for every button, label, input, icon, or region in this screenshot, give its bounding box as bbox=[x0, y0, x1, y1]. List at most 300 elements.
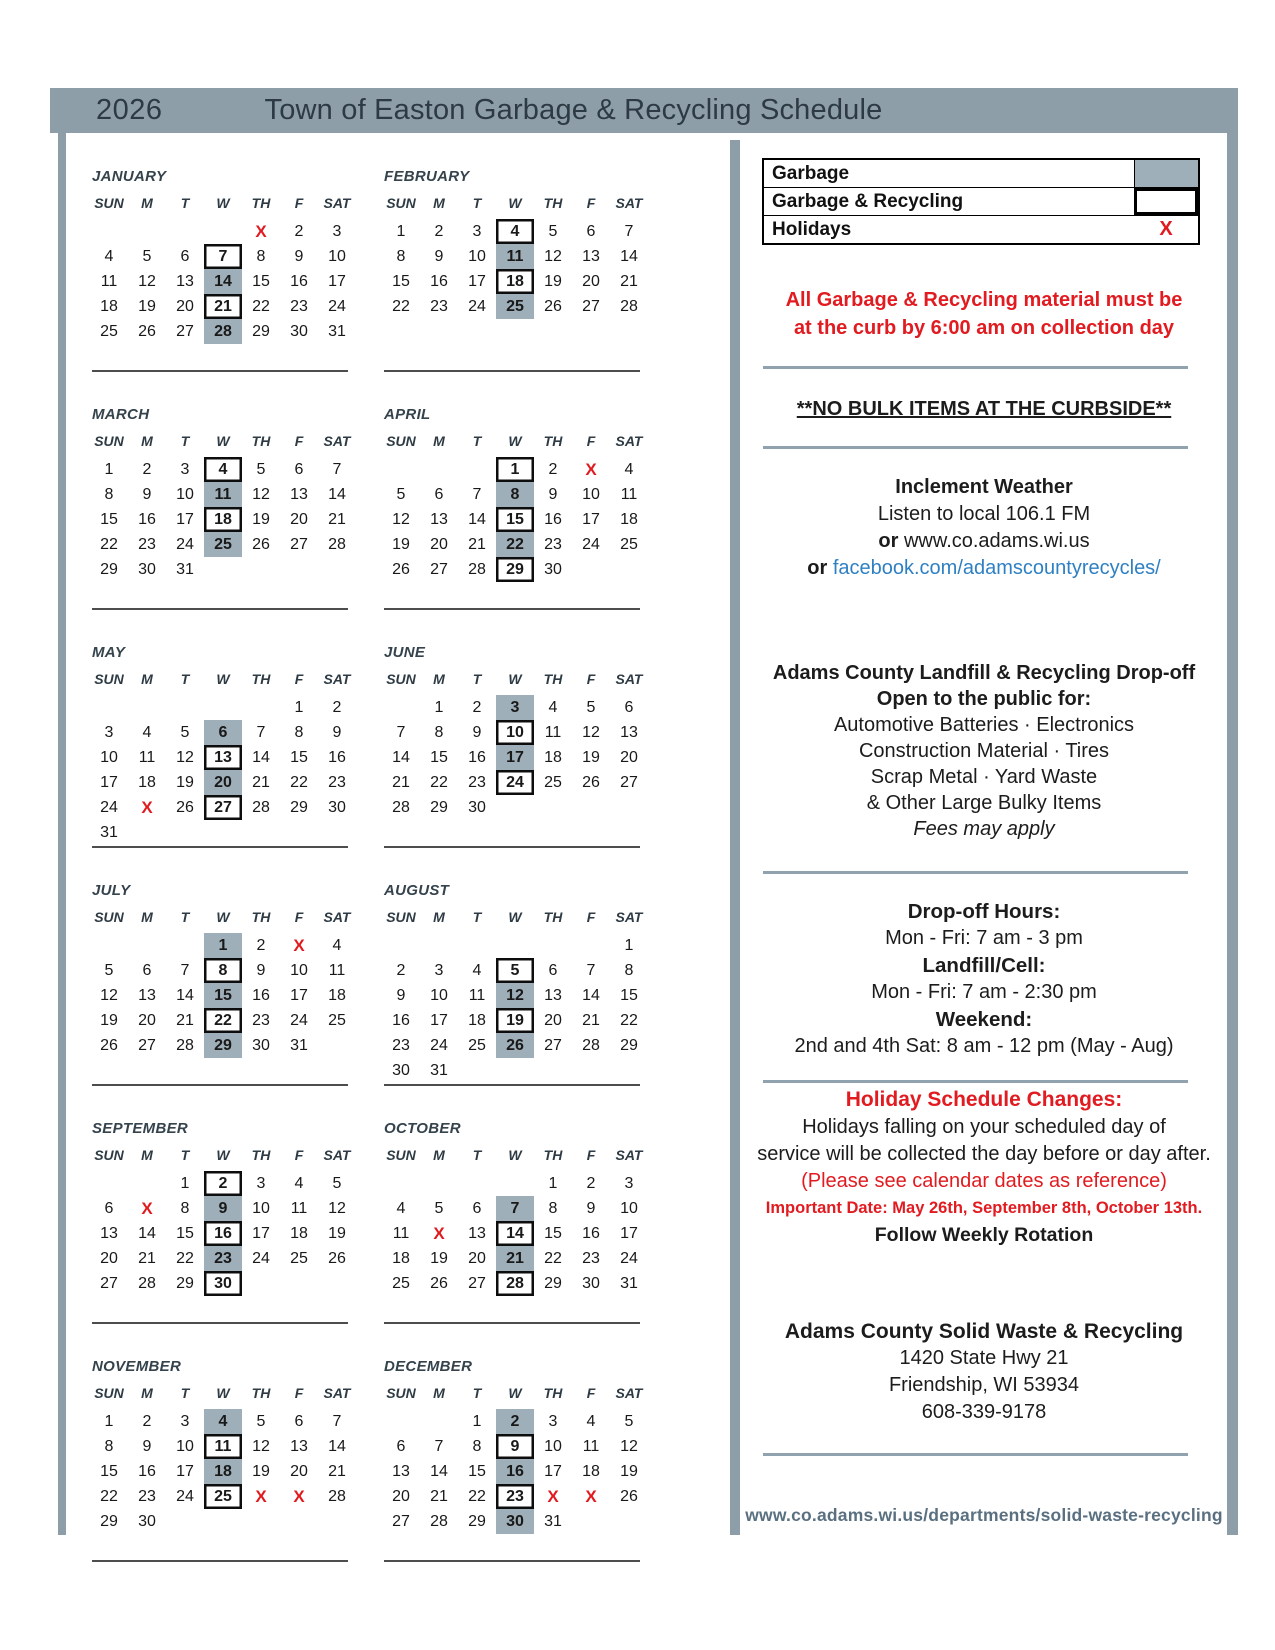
day-cell-garbage-recycling: 18 bbox=[204, 507, 242, 532]
day-cell bbox=[318, 820, 356, 845]
landfill-fees-note: Fees may apply bbox=[913, 818, 1055, 840]
contact-phone: 608-339-9178 bbox=[921, 1401, 1047, 1423]
day-cell: 5 bbox=[104, 962, 114, 979]
header-band bbox=[50, 88, 1238, 133]
day-cell-garbage-recycling: 14 bbox=[496, 1221, 534, 1246]
day-cell bbox=[318, 1033, 356, 1058]
day-cell-garbage: 2 bbox=[496, 1409, 534, 1434]
day-cell-holiday: X bbox=[585, 460, 597, 479]
day-cell bbox=[458, 457, 496, 482]
day-cell: 2 bbox=[434, 223, 444, 240]
day-cell-garbage-recycling: 4 bbox=[496, 219, 534, 244]
day-cell: 2 bbox=[472, 699, 482, 716]
legend-swatch-garbage bbox=[1134, 160, 1198, 187]
day-cell: 20 bbox=[468, 1250, 486, 1267]
dow-header: T bbox=[472, 1147, 482, 1163]
day-cell: 7 bbox=[434, 1438, 444, 1455]
day-cell: 29 bbox=[252, 323, 270, 340]
day-cell: 3 bbox=[624, 1175, 634, 1192]
day-cell: 30 bbox=[138, 1513, 156, 1530]
month-grid bbox=[382, 1382, 654, 1534]
day-cell: 29 bbox=[544, 1275, 562, 1292]
day-cell: 7 bbox=[332, 1413, 342, 1430]
hours-value: Mon - Fri: 7 am - 3 pm bbox=[885, 927, 1083, 949]
day-cell: 24 bbox=[176, 536, 194, 553]
day-cell: 8 bbox=[434, 724, 444, 741]
day-cell: 11 bbox=[468, 987, 486, 1004]
day-cell: 11 bbox=[290, 1200, 308, 1217]
dow-header: SUN bbox=[386, 433, 416, 449]
day-cell: 17 bbox=[100, 774, 118, 791]
day-cell-garbage-recycling: 25 bbox=[204, 1484, 242, 1509]
day-cell: 20 bbox=[290, 1463, 308, 1480]
day-cell: 19 bbox=[544, 273, 562, 290]
day-cell-garbage: 3 bbox=[496, 695, 534, 720]
day-cell: 30 bbox=[138, 561, 156, 578]
month-march bbox=[90, 406, 362, 582]
day-cell bbox=[280, 820, 318, 845]
day-cell: 28 bbox=[176, 1037, 194, 1054]
day-cell: 23 bbox=[290, 298, 308, 315]
dow-header: SAT bbox=[615, 433, 643, 449]
day-cell bbox=[280, 1271, 318, 1296]
day-cell: 2 bbox=[142, 1413, 152, 1430]
dow-header: W bbox=[508, 671, 522, 687]
day-cell: 12 bbox=[544, 248, 562, 265]
day-cell: 11 bbox=[392, 1225, 410, 1242]
day-cell: 21 bbox=[328, 511, 346, 528]
dow-header: TH bbox=[251, 671, 271, 687]
day-cell: 2 bbox=[142, 461, 152, 478]
panel-divider bbox=[763, 1080, 1188, 1083]
legend-row bbox=[764, 215, 1198, 243]
day-cell: 27 bbox=[176, 323, 194, 340]
day-cell: 3 bbox=[104, 724, 114, 741]
day-cell: 5 bbox=[396, 486, 406, 503]
hours-value: Mon - Fri: 7 am - 2:30 pm bbox=[871, 981, 1097, 1003]
day-cell: 15 bbox=[176, 1225, 194, 1242]
day-cell bbox=[534, 795, 572, 820]
day-cell-garbage-recycling: 13 bbox=[204, 745, 242, 770]
day-cell: 14 bbox=[468, 511, 486, 528]
day-cell: 30 bbox=[544, 561, 562, 578]
day-cell: 28 bbox=[620, 298, 638, 315]
day-cell: 18 bbox=[620, 511, 638, 528]
day-cell: 12 bbox=[392, 511, 410, 528]
department-url[interactable]: www.co.adams.wi.us/departments/solid-waste-recycling bbox=[745, 1505, 1223, 1525]
dow-header: SAT bbox=[323, 195, 351, 211]
day-cell: 21 bbox=[468, 536, 486, 553]
month-grid bbox=[90, 668, 362, 845]
dow-header: T bbox=[472, 195, 482, 211]
landfill-item: Scrap Metal · Yard Waste bbox=[870, 766, 1098, 788]
dow-header: M bbox=[141, 1147, 153, 1163]
day-cell bbox=[610, 557, 648, 582]
day-cell: 4 bbox=[586, 1413, 596, 1430]
or-label: or bbox=[807, 557, 828, 579]
day-cell: 20 bbox=[582, 273, 600, 290]
day-cell: 23 bbox=[392, 1037, 410, 1054]
day-cell: 5 bbox=[142, 248, 152, 265]
day-cell bbox=[572, 795, 610, 820]
dow-header: W bbox=[216, 433, 230, 449]
day-cell: 15 bbox=[290, 749, 308, 766]
dow-header: SAT bbox=[615, 1147, 643, 1163]
day-cell: 23 bbox=[544, 536, 562, 553]
day-cell: 16 bbox=[468, 749, 486, 766]
day-cell: 5 bbox=[434, 1200, 444, 1217]
day-cell: 14 bbox=[328, 486, 346, 503]
day-cell bbox=[204, 695, 242, 720]
month-grid bbox=[90, 430, 362, 582]
day-cell: 1 bbox=[180, 1175, 190, 1192]
day-cell: 20 bbox=[176, 298, 194, 315]
dow-header: W bbox=[508, 909, 522, 925]
day-cell bbox=[204, 557, 242, 582]
day-cell: 24 bbox=[328, 298, 346, 315]
day-cell: 26 bbox=[138, 323, 156, 340]
day-cell: 25 bbox=[290, 1250, 308, 1267]
day-cell-garbage: 8 bbox=[496, 482, 534, 507]
day-cell-garbage-recycling: 18 bbox=[496, 269, 534, 294]
day-cell: 4 bbox=[104, 248, 114, 265]
dow-header: F bbox=[294, 433, 304, 449]
day-cell: 31 bbox=[290, 1037, 308, 1054]
day-cell-garbage: 12 bbox=[496, 983, 534, 1008]
day-cell: 22 bbox=[252, 298, 270, 315]
day-cell: 10 bbox=[620, 1200, 638, 1217]
day-cell bbox=[458, 933, 496, 958]
calendar-section-divider bbox=[384, 846, 640, 848]
day-cell: 14 bbox=[176, 987, 194, 1004]
day-cell-holiday: X bbox=[547, 1487, 559, 1506]
day-cell: 4 bbox=[624, 461, 634, 478]
month-december bbox=[382, 1358, 654, 1534]
day-cell: 26 bbox=[176, 799, 194, 816]
legend-swatch-recycling bbox=[1134, 188, 1198, 215]
day-cell: 7 bbox=[332, 461, 342, 478]
day-cell: 9 bbox=[396, 987, 406, 1004]
day-cell: 17 bbox=[620, 1225, 638, 1242]
dow-header: W bbox=[216, 195, 230, 211]
day-cell: 10 bbox=[328, 248, 346, 265]
day-cell bbox=[128, 695, 166, 720]
contact-name: Adams County Solid Waste & Recycling bbox=[784, 1320, 1184, 1343]
day-cell: 5 bbox=[332, 1175, 342, 1192]
curb-notice-line: All Garbage & Recycling material must be bbox=[785, 289, 1183, 311]
day-cell: 5 bbox=[624, 1413, 634, 1430]
no-bulk-notice bbox=[740, 398, 1228, 421]
day-cell: 17 bbox=[544, 1463, 562, 1480]
dow-header: F bbox=[294, 671, 304, 687]
day-cell: 27 bbox=[430, 561, 448, 578]
day-cell: 17 bbox=[430, 1012, 448, 1029]
day-cell: 4 bbox=[396, 1200, 406, 1217]
day-cell: 9 bbox=[472, 724, 482, 741]
day-cell: 13 bbox=[138, 987, 156, 1004]
day-cell: 1 bbox=[294, 699, 304, 716]
day-cell: 9 bbox=[256, 962, 266, 979]
dow-header: TH bbox=[543, 1147, 563, 1163]
day-cell: 14 bbox=[392, 749, 410, 766]
dow-header: SAT bbox=[323, 433, 351, 449]
day-cell-garbage: 22 bbox=[496, 532, 534, 557]
day-cell: 19 bbox=[252, 511, 270, 528]
day-cell: 27 bbox=[468, 1275, 486, 1292]
day-cell: 8 bbox=[104, 1438, 114, 1455]
landfill-title: Adams County Landfill & Recycling Drop-off bbox=[772, 662, 1196, 684]
dow-header: M bbox=[433, 1385, 445, 1401]
dow-header: SUN bbox=[386, 1147, 416, 1163]
dow-header: SUN bbox=[94, 909, 124, 925]
day-cell: 28 bbox=[468, 561, 486, 578]
facebook-link[interactable]: facebook.com/adamscountyrecycles/ bbox=[832, 557, 1161, 579]
panel-divider bbox=[763, 366, 1188, 369]
dow-header: SUN bbox=[386, 909, 416, 925]
panel-divider bbox=[763, 1453, 1188, 1456]
day-cell: 9 bbox=[142, 486, 152, 503]
month-grid bbox=[382, 906, 654, 1083]
month-grid bbox=[382, 430, 654, 582]
dow-header: F bbox=[294, 1147, 304, 1163]
curb-notice bbox=[740, 286, 1228, 342]
dow-header: T bbox=[180, 909, 190, 925]
day-cell: 14 bbox=[582, 987, 600, 1004]
day-cell: 3 bbox=[180, 461, 190, 478]
day-cell-holiday: X bbox=[141, 798, 153, 817]
day-cell: 26 bbox=[544, 298, 562, 315]
no-bulk-text: **NO BULK ITEMS AT THE CURBSIDE** bbox=[796, 398, 1172, 420]
day-cell-garbage-recycling: 10 bbox=[496, 720, 534, 745]
dow-header: T bbox=[180, 1385, 190, 1401]
dow-header: T bbox=[180, 1147, 190, 1163]
inclement-title: Inclement Weather bbox=[895, 476, 1073, 498]
landfill-item: Automotive Batteries · Electronics bbox=[833, 714, 1135, 736]
day-cell: 22 bbox=[392, 298, 410, 315]
day-cell: 6 bbox=[142, 962, 152, 979]
day-cell: 19 bbox=[582, 749, 600, 766]
day-cell: 6 bbox=[624, 699, 634, 716]
day-cell bbox=[90, 695, 128, 720]
day-cell: 15 bbox=[252, 273, 270, 290]
day-cell: 29 bbox=[620, 1037, 638, 1054]
day-cell: 1 bbox=[624, 937, 634, 954]
month-grid bbox=[90, 192, 362, 344]
day-cell: 11 bbox=[100, 273, 118, 290]
day-cell bbox=[280, 1509, 318, 1534]
holiday-changes-note: (Please see calendar dates as reference) bbox=[801, 1170, 1167, 1192]
day-cell: 5 bbox=[256, 1413, 266, 1430]
day-cell: 17 bbox=[176, 511, 194, 528]
month-grid bbox=[382, 668, 654, 820]
dow-header: W bbox=[508, 195, 522, 211]
dow-header: TH bbox=[543, 1385, 563, 1401]
day-cell: 7 bbox=[586, 962, 596, 979]
day-cell: 11 bbox=[620, 486, 638, 503]
dow-header: F bbox=[586, 1147, 596, 1163]
day-cell bbox=[496, 1058, 534, 1083]
day-cell: 16 bbox=[582, 1225, 600, 1242]
holiday-changes-section bbox=[740, 1085, 1228, 1249]
day-cell: 30 bbox=[252, 1037, 270, 1054]
day-cell: 18 bbox=[544, 749, 562, 766]
day-cell bbox=[496, 795, 534, 820]
day-cell bbox=[382, 695, 420, 720]
day-cell bbox=[318, 1271, 356, 1296]
day-cell-garbage-recycling: 22 bbox=[204, 1008, 242, 1033]
day-cell: 25 bbox=[392, 1275, 410, 1292]
legend-row bbox=[764, 160, 1198, 187]
day-cell: 13 bbox=[290, 486, 308, 503]
day-cell: 13 bbox=[468, 1225, 486, 1242]
day-cell: 16 bbox=[544, 511, 562, 528]
day-cell: 19 bbox=[392, 536, 410, 553]
day-cell: 25 bbox=[328, 1012, 346, 1029]
dow-header: SUN bbox=[386, 195, 416, 211]
hours-section bbox=[740, 898, 1228, 1060]
day-cell: 14 bbox=[328, 1438, 346, 1455]
day-cell bbox=[128, 933, 166, 958]
day-cell: 28 bbox=[430, 1513, 448, 1530]
day-cell bbox=[610, 795, 648, 820]
day-cell: 24 bbox=[100, 799, 118, 816]
day-cell: 25 bbox=[620, 536, 638, 553]
day-cell: 11 bbox=[544, 724, 562, 741]
dow-header: M bbox=[433, 1147, 445, 1163]
day-cell bbox=[572, 1058, 610, 1083]
legend-label: Holidays bbox=[772, 219, 852, 240]
day-cell: 31 bbox=[430, 1062, 448, 1079]
day-cell-garbage-recycling: 27 bbox=[204, 795, 242, 820]
weekly-rotation-note: Follow Weekly Rotation bbox=[874, 1224, 1094, 1246]
day-cell: 12 bbox=[252, 1438, 270, 1455]
day-cell: 6 bbox=[434, 486, 444, 503]
day-cell bbox=[318, 1509, 356, 1534]
month-august bbox=[382, 882, 654, 1083]
day-cell: 30 bbox=[468, 799, 486, 816]
calendar-section-divider bbox=[92, 1084, 348, 1086]
day-cell: 16 bbox=[138, 1463, 156, 1480]
day-cell: 13 bbox=[392, 1463, 410, 1480]
day-cell-garbage: 6 bbox=[204, 720, 242, 745]
month-january bbox=[90, 168, 362, 344]
day-cell: 2 bbox=[294, 223, 304, 240]
day-cell: 8 bbox=[104, 486, 114, 503]
month-grid bbox=[382, 192, 654, 319]
day-cell: 26 bbox=[582, 774, 600, 791]
day-cell: 8 bbox=[624, 962, 634, 979]
dow-header: TH bbox=[251, 909, 271, 925]
day-cell: 2 bbox=[586, 1175, 596, 1192]
month-title: MAY bbox=[92, 644, 126, 661]
dow-header: T bbox=[180, 671, 190, 687]
day-cell: 9 bbox=[434, 248, 444, 265]
day-cell: 17 bbox=[468, 273, 486, 290]
day-cell-garbage-recycling: 30 bbox=[204, 1271, 242, 1296]
day-cell: 8 bbox=[294, 724, 304, 741]
day-cell bbox=[166, 820, 204, 845]
day-cell bbox=[204, 820, 242, 845]
day-cell bbox=[382, 1409, 420, 1434]
day-cell: 12 bbox=[582, 724, 600, 741]
day-cell-garbage: 30 bbox=[496, 1509, 534, 1534]
day-cell: 23 bbox=[582, 1250, 600, 1267]
day-cell-garbage: 1 bbox=[204, 933, 242, 958]
day-cell: 8 bbox=[180, 1200, 190, 1217]
day-cell bbox=[242, 557, 280, 582]
calendar-section-divider bbox=[384, 1322, 640, 1324]
month-title: AUGUST bbox=[384, 882, 450, 899]
day-cell bbox=[458, 1058, 496, 1083]
dow-header: TH bbox=[251, 1385, 271, 1401]
day-cell: 10 bbox=[176, 486, 194, 503]
day-cell: 10 bbox=[582, 486, 600, 503]
day-cell bbox=[204, 219, 242, 244]
dow-header: SAT bbox=[615, 909, 643, 925]
day-cell: 10 bbox=[252, 1200, 270, 1217]
day-cell: 6 bbox=[396, 1438, 406, 1455]
day-cell: 23 bbox=[328, 774, 346, 791]
dow-header: SAT bbox=[323, 909, 351, 925]
day-cell: 13 bbox=[544, 987, 562, 1004]
day-cell: 17 bbox=[328, 273, 346, 290]
legend-row bbox=[764, 187, 1198, 215]
day-cell: 16 bbox=[252, 987, 270, 1004]
dow-header: M bbox=[433, 671, 445, 687]
day-cell bbox=[572, 557, 610, 582]
day-cell: 3 bbox=[256, 1175, 266, 1192]
dow-header: F bbox=[294, 195, 304, 211]
day-cell: 22 bbox=[544, 1250, 562, 1267]
day-cell-garbage: 11 bbox=[496, 244, 534, 269]
dow-header: T bbox=[472, 909, 482, 925]
day-cell: 31 bbox=[544, 1513, 562, 1530]
dow-header: F bbox=[586, 671, 596, 687]
day-cell: 13 bbox=[430, 511, 448, 528]
dow-header: M bbox=[141, 195, 153, 211]
day-cell bbox=[128, 219, 166, 244]
day-cell-garbage: 18 bbox=[204, 1459, 242, 1484]
dow-header: W bbox=[216, 909, 230, 925]
day-cell: 18 bbox=[290, 1225, 308, 1242]
day-cell: 26 bbox=[100, 1037, 118, 1054]
day-cell: 20 bbox=[544, 1012, 562, 1029]
day-cell-garbage-recycling: 4 bbox=[204, 457, 242, 482]
day-cell bbox=[166, 695, 204, 720]
day-cell bbox=[420, 457, 458, 482]
day-cell-holiday: X bbox=[293, 936, 305, 955]
dow-header: M bbox=[141, 433, 153, 449]
day-cell bbox=[610, 1058, 648, 1083]
day-cell: 3 bbox=[434, 962, 444, 979]
day-cell: 16 bbox=[138, 511, 156, 528]
dow-header: TH bbox=[543, 671, 563, 687]
day-cell: 31 bbox=[176, 561, 194, 578]
day-cell: 8 bbox=[396, 248, 406, 265]
dow-header: SUN bbox=[94, 195, 124, 211]
footer-url bbox=[740, 1505, 1228, 1526]
holiday-changes-body: service will be collected the day before or day after. bbox=[757, 1143, 1211, 1165]
day-cell: 1 bbox=[104, 461, 114, 478]
month-title: OCTOBER bbox=[384, 1120, 461, 1137]
day-cell: 29 bbox=[430, 799, 448, 816]
day-cell: 22 bbox=[100, 536, 118, 553]
contact-address: 1420 State Hwy 21 bbox=[899, 1347, 1069, 1369]
day-cell: 21 bbox=[176, 1012, 194, 1029]
day-cell-garbage: 7 bbox=[496, 1196, 534, 1221]
day-cell: 14 bbox=[430, 1463, 448, 1480]
dow-header: F bbox=[294, 909, 304, 925]
